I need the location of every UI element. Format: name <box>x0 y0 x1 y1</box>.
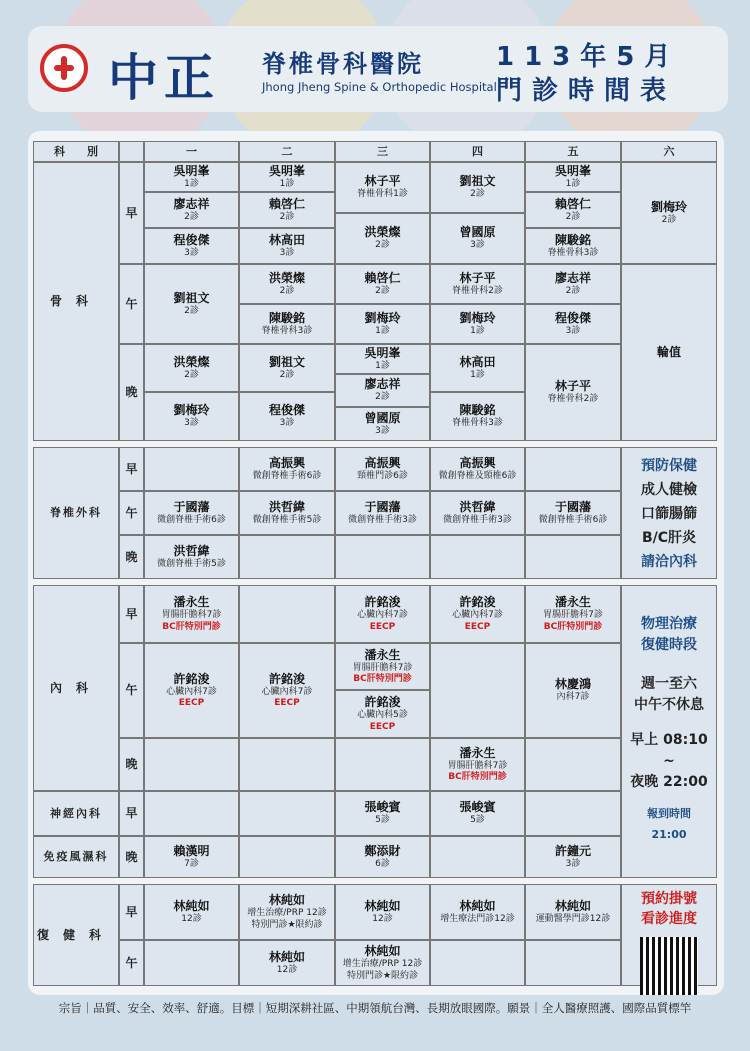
doctor-cell: 林純如 運動醫學門診12診 <box>525 884 621 940</box>
doctor-cell: 于國藩 微創脊椎手術3診 <box>335 491 430 535</box>
doctor-cell: 于國藩 微創脊椎手術6診 <box>144 491 239 535</box>
empty-cell <box>144 940 239 986</box>
preventive-care-info: 預防保健 成人健檢 口篩腸篩 B/C肝炎 請洽內科 <box>621 447 717 579</box>
doctor-cell: 吳明峯 1診 <box>144 162 239 192</box>
doctor-cell: 廖志祥 2診 <box>525 264 621 304</box>
header-day-3: 三 <box>335 141 430 162</box>
slot-morning: 早 <box>119 791 144 836</box>
empty-cell <box>430 836 525 878</box>
doctor-cell: 高振興 微創脊椎及頸椎6診 <box>430 447 525 491</box>
doctor-cell: 程俊傑 3診 <box>144 228 239 264</box>
mission-statement: 宗旨｜品質、安全、效率、舒適。目標｜短期深耕社區、中期領航台灣、長期放眼國際。願景｜全人醫療照護、國際品質標竿 <box>58 1001 692 1015</box>
doctor-cell: 曾國原 3診 <box>430 213 525 264</box>
doctor-cell: 林純如 增生治療/PRP 12診 特別門診★限約診 <box>335 940 430 986</box>
empty-cell <box>144 791 239 836</box>
doctor-cell: 程俊傑 3診 <box>525 304 621 344</box>
empty-cell <box>525 738 621 791</box>
doctor-cell: 林子平 脊椎骨科2診 <box>525 344 621 441</box>
header-blank <box>119 141 144 162</box>
doctor-cell: 潘永生 胃腸肝膽科7診 BC肝特別門診 <box>525 585 621 643</box>
slot-evening: 晚 <box>119 836 144 878</box>
slot-morning: 早 <box>119 162 144 264</box>
doctor-cell: 廖志祥 2診 <box>335 374 430 407</box>
header-day-6: 六 <box>621 141 717 162</box>
empty-cell <box>430 535 525 579</box>
empty-cell <box>144 738 239 791</box>
doctor-cell: 陳駿銘 脊椎骨科3診 <box>239 304 335 344</box>
dept-internal-medicine: 內科 <box>33 585 119 791</box>
doctor-cell: 林純如 增生療法門診12診 <box>430 884 525 940</box>
header-dept: 科 別 <box>33 141 119 162</box>
doctor-cell: 林子平 脊椎骨科1診 <box>335 162 430 213</box>
doctor-cell: 許鐘元 3診 <box>525 836 621 878</box>
doctor-cell: 洪哲緯 微創脊椎手術5診 <box>144 535 239 579</box>
doctor-cell: 廖志祥 2診 <box>144 192 239 228</box>
doctor-cell: 賴啓仁 2診 <box>335 264 430 304</box>
rotation-cell: 輪值 <box>621 264 717 441</box>
doctor-cell: 林慶鴻 內科7診 <box>525 643 621 738</box>
qr-code-icon[interactable] <box>640 937 698 995</box>
doctor-cell: 賴啓仁 2診 <box>239 192 335 228</box>
empty-cell <box>335 535 430 579</box>
doctor-cell: 張峻賓 5診 <box>335 791 430 836</box>
empty-cell <box>144 447 239 491</box>
slot-morning: 早 <box>119 447 144 491</box>
dept-spine-surgery: 脊椎外科 <box>33 447 119 579</box>
empty-cell <box>239 738 335 791</box>
doctor-cell: 曾國原 3診 <box>335 407 430 441</box>
empty-cell <box>525 447 621 491</box>
doctor-cell: 洪榮燦 2診 <box>335 213 430 264</box>
doctor-cell: 洪哲緯 微創脊椎手術5診 <box>239 491 335 535</box>
header-day-1: 一 <box>144 141 239 162</box>
schedule-month: 113年5月 <box>496 42 681 72</box>
doctor-cell: 陳駿銘 脊椎骨科3診 <box>430 392 525 441</box>
doctor-cell: 高振興 頸椎門診6診 <box>335 447 430 491</box>
slot-noon: 午 <box>119 643 144 738</box>
doctor-cell: 林純如 增生治療/PRP 12診 特別門診★限約診 <box>239 884 335 940</box>
doctor-cell: 劉梅玲 2診 <box>621 162 717 264</box>
empty-cell <box>525 940 621 986</box>
doctor-cell: 林純如 12診 <box>239 940 335 986</box>
doctor-cell: 洪榮燦 2診 <box>239 264 335 304</box>
doctor-cell: 賴漢明 7診 <box>144 836 239 878</box>
doctor-cell: 林高田 3診 <box>239 228 335 264</box>
doctor-cell: 許銘浚 心臟內科5診 EECP <box>335 690 430 738</box>
dept-neurology: 神經內科 <box>33 791 119 836</box>
doctor-cell: 潘永生 胃腸肝膽科7診 BC肝特別門診 <box>335 643 430 690</box>
doctor-cell: 潘永生 胃腸肝膽科7診 BC肝特別門診 <box>144 585 239 643</box>
doctor-cell: 高振興 微創脊椎手術6診 <box>239 447 335 491</box>
doctor-cell: 劉祖文 2診 <box>239 344 335 392</box>
doctor-cell: 劉祖文 2診 <box>144 264 239 344</box>
slot-noon: 午 <box>119 491 144 535</box>
doctor-cell: 林子平 脊椎骨科2診 <box>430 264 525 304</box>
empty-cell <box>525 535 621 579</box>
empty-cell <box>239 791 335 836</box>
doctor-cell: 許銘浚 心臟內科7診 EECP <box>144 643 239 738</box>
doctor-cell: 劉梅玲 1診 <box>430 304 525 344</box>
dept-rehabilitation: 復健科 <box>33 884 119 986</box>
empty-cell <box>430 940 525 986</box>
doctor-cell: 林純如 12診 <box>144 884 239 940</box>
empty-cell <box>335 738 430 791</box>
doctor-cell: 陳駿銘 脊椎骨科3診 <box>525 228 621 264</box>
doctor-cell: 劉梅玲 1診 <box>335 304 430 344</box>
physical-therapy-info: 物理治療 復健時段 週一至六 中午不休息 早上 08:10 ~ 夜晚 22:00 報到時間 21:00 <box>621 585 717 878</box>
doctor-cell: 許銘浚 心臟內科7診 EECP <box>239 643 335 738</box>
doctor-cell: 程俊傑 3診 <box>239 392 335 441</box>
slot-morning: 早 <box>119 585 144 643</box>
header-day-4: 四 <box>430 141 525 162</box>
hospital-name-en: Jhong Jheng Spine & Orthopedic Hospital <box>262 80 497 94</box>
empty-cell <box>239 836 335 878</box>
doctor-cell: 洪哲緯 微創脊椎手術3診 <box>430 491 525 535</box>
doctor-cell: 吳明峯 1診 <box>335 344 430 374</box>
slot-evening: 晚 <box>119 738 144 791</box>
doctor-cell: 吳明峯 1診 <box>525 162 621 192</box>
doctor-cell: 許銘浚 心臟內科7診 EECP <box>335 585 430 643</box>
doctor-cell: 吳明峯 1診 <box>239 162 335 192</box>
empty-cell <box>239 585 335 643</box>
slot-noon: 午 <box>119 940 144 986</box>
doctor-cell: 賴啓仁 2診 <box>525 192 621 228</box>
doctor-cell: 于國藩 微創脊椎手術6診 <box>525 491 621 535</box>
doctor-cell: 潘永生 胃腸肝膽科7診 BC肝特別門診 <box>430 738 525 791</box>
dept-rheumatology: 免疫風濕科 <box>33 836 119 878</box>
doctor-cell: 鄭添財 6診 <box>335 836 430 878</box>
empty-cell <box>239 535 335 579</box>
slot-morning: 早 <box>119 884 144 940</box>
brand-name: 中正 <box>108 48 220 107</box>
schedule-title: 門診時間表 <box>496 76 677 106</box>
hospital-name-zh: 脊椎骨科醫院 <box>262 49 424 78</box>
doctor-cell: 劉梅玲 3診 <box>144 392 239 441</box>
slot-noon: 午 <box>119 264 144 344</box>
booking-info: 預約掛號 看診進度 <box>621 884 717 986</box>
header-day-2: 二 <box>239 141 335 162</box>
doctor-cell: 劉祖文 2診 <box>430 162 525 213</box>
hospital-logo-icon <box>40 44 88 92</box>
doctor-cell: 洪榮燦 2診 <box>144 344 239 392</box>
slot-evening: 晚 <box>119 535 144 579</box>
empty-cell <box>430 643 525 738</box>
doctor-cell: 張峻賓 5診 <box>430 791 525 836</box>
doctor-cell: 許銘浚 心臟內科7診 EECP <box>430 585 525 643</box>
doctor-cell: 林純如 12診 <box>335 884 430 940</box>
dept-orthopedics: 骨科 <box>33 162 119 441</box>
slot-evening: 晚 <box>119 344 144 441</box>
empty-cell <box>525 791 621 836</box>
header-day-5: 五 <box>525 141 621 162</box>
doctor-cell: 林高田 1診 <box>430 344 525 392</box>
